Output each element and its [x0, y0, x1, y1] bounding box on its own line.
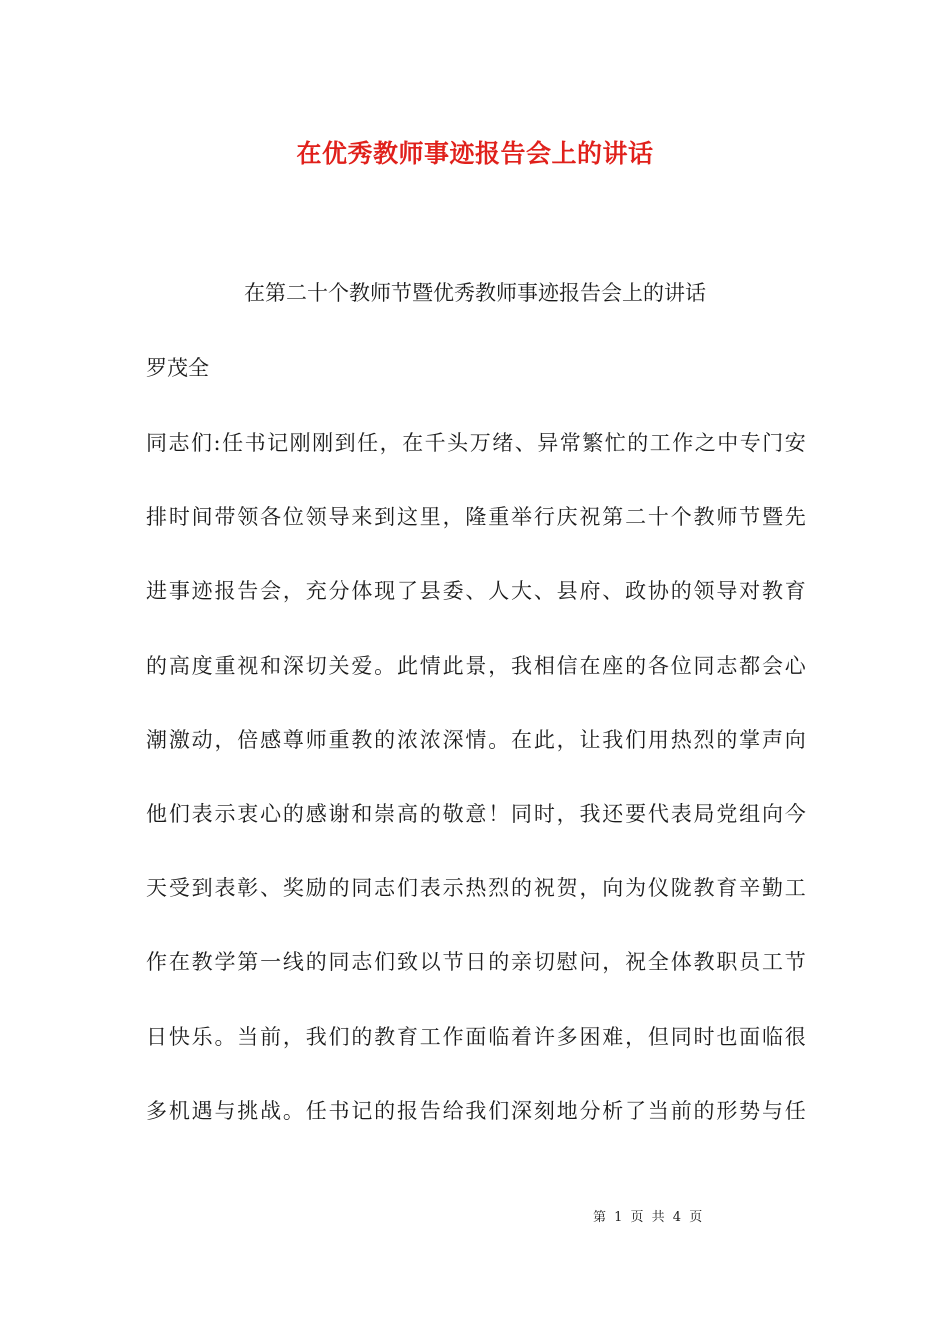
page-number-footer: 第 1 页 共 4 页: [593, 1210, 705, 1225]
body-line: 进事迹报告会，充分体现了县委、人大、县府、政协的领导对教育: [146, 579, 806, 604]
body-line: 作在教学第一线的同志们致以节日的亲切慰问，祝全体教职员工节: [146, 950, 806, 975]
body-line: 同志们:任书记刚刚到任，在千头万绪、异常繁忙的工作之中专门安: [146, 431, 806, 455]
body-line: 他们表示衷心的感谢和崇高的敬意！同时，我还要代表局党组向今: [146, 801, 806, 826]
speech-title: 在第二十个教师节暨优秀教师事迹报告会上的讲话: [244, 281, 706, 305]
body-text: [146, 428, 806, 1170]
body-line: 排时间带领各位领导来到这里，隆重举行庆祝第二十个教师节暨先: [146, 505, 806, 530]
author-name: 罗茂全: [146, 356, 209, 380]
body-line: 日快乐。当前，我们的教育工作面临着许多困难，但同时也面临很: [146, 1024, 806, 1049]
body-line: 多机遇与挑战。任书记的报告给我们深刻地分析了当前的形势与任: [146, 1098, 806, 1123]
body-line: 天受到表彰、奖励的同志们表示热烈的祝贺，向为仪陇教育辛勤工: [146, 876, 806, 901]
document-title: 在优秀教师事迹报告会上的讲话: [296, 139, 654, 168]
body-line: 潮激动，倍感尊师重教的浓浓深情。在此，让我们用热烈的掌声向: [146, 727, 806, 752]
body-line: 的高度重视和深切关爱。此情此景，我相信在座的各位同志都会心: [146, 653, 806, 678]
